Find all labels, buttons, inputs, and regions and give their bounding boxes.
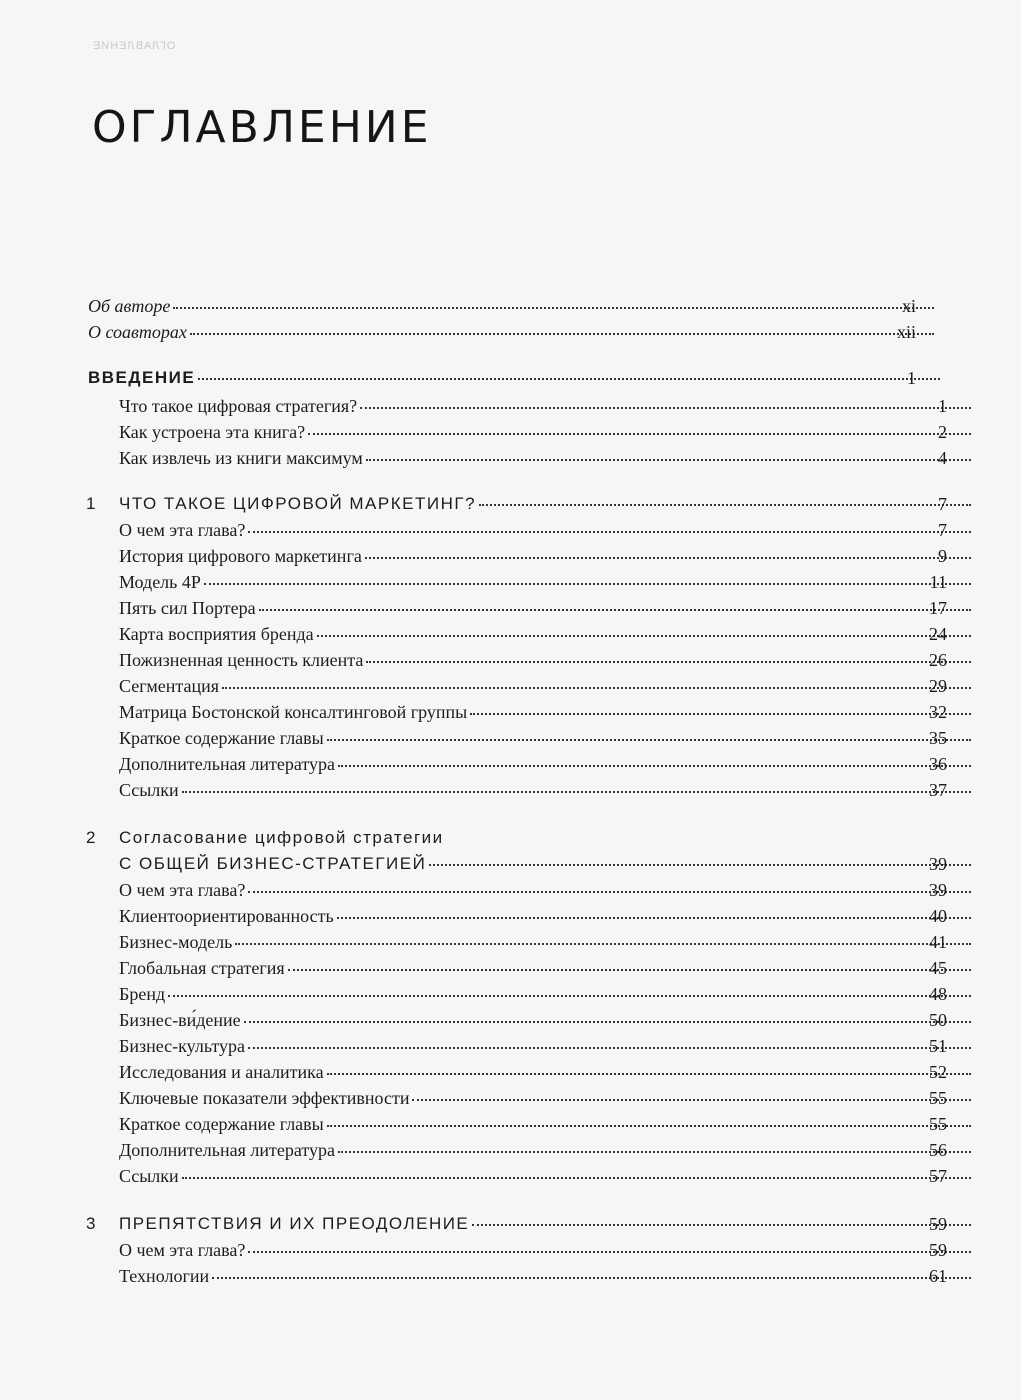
toc-entry-page: 1 [938, 396, 947, 416]
toc-entry-label: Пять сил Портера [119, 598, 256, 618]
toc-entry-page: 7 [938, 520, 947, 540]
leader-dots [248, 1250, 971, 1253]
chapter-page: 7 [938, 494, 947, 514]
toc-entry-label: Модель 4Р [119, 572, 201, 592]
leader-dots [212, 1276, 971, 1279]
leader-dots [429, 863, 971, 866]
chapter-page: 59 [929, 1214, 947, 1234]
leader-dots [412, 1098, 971, 1101]
toc-entry-page: 39 [929, 880, 947, 900]
header-ghost: ОГЛАВЛЕНИЕ [92, 40, 176, 52]
toc-entry-page: 59 [929, 1240, 947, 1260]
toc-entry-page: 9 [938, 546, 947, 566]
leader-dots [182, 1176, 971, 1179]
toc-entry-page: 4 [938, 448, 947, 468]
leader-dots [366, 458, 971, 461]
leader-dots [235, 942, 971, 945]
toc-entry[interactable] [0, 448, 1021, 478]
chapter-page: 39 [929, 854, 947, 874]
toc-entry-page: 52 [929, 1062, 947, 1082]
toc-entry-label: Что такое цифровая стратегия? [119, 396, 358, 416]
toc-entry-coauthors[interactable] [0, 322, 990, 352]
leader-dots [259, 608, 971, 611]
toc-entry-label: О соавторах [88, 322, 187, 342]
toc-entry-label: Дополнительная литература [119, 754, 335, 774]
leader-dots [338, 1150, 971, 1153]
toc-entry-label: О чем эта глава? [119, 880, 246, 900]
toc-entry[interactable] [0, 1266, 1021, 1296]
toc-entry-page: 50 [929, 1010, 947, 1030]
leader-dots [338, 764, 971, 767]
toc-entry-label: О чем эта глава? [119, 1240, 246, 1260]
toc-entry-label: О чем эта глава? [119, 520, 246, 540]
toc-entry-page: 57 [929, 1166, 947, 1186]
toc-entry-label: История цифрового маркетинга [119, 546, 362, 566]
section-page: 1 [907, 368, 916, 388]
leader-dots [337, 916, 971, 919]
toc-entry-label: Клиентоориентированность [119, 906, 334, 926]
toc-entry-label: Пожизненная ценность клиента [119, 650, 364, 670]
leader-dots [182, 790, 971, 793]
leader-dots [479, 503, 971, 506]
toc-entry-page: 26 [929, 650, 947, 670]
toc-entry-label: Бизнес-ви́дение [119, 1010, 241, 1030]
leader-dots [472, 1223, 971, 1226]
chapter-number: 1 [86, 494, 96, 513]
toc-entry-label: Бизнес-модель [119, 932, 233, 952]
toc-entry-label: Как устроена эта книга? [119, 422, 306, 442]
toc-entry-label: Дополнительная литература [119, 1140, 335, 1160]
toc-entry-label: Ссылки [119, 780, 179, 800]
toc-entry-page: 45 [929, 958, 947, 978]
leader-dots [190, 332, 934, 335]
leader-dots [248, 1046, 971, 1049]
toc-entry-page: 40 [929, 906, 947, 926]
leader-dots [308, 432, 971, 435]
toc-entry-page: 32 [929, 702, 947, 722]
leader-dots [317, 634, 971, 637]
toc-entry-label: Бренд [119, 984, 166, 1004]
toc-entry-label: Матрица Бостонской консалтинговой группы [119, 702, 468, 722]
leader-dots [244, 1020, 971, 1023]
toc-entry-label: Исследования и аналитика [119, 1062, 324, 1082]
toc-entry-label: Об авторе [88, 296, 171, 316]
toc-entry-page: 41 [929, 932, 947, 952]
toc-entry-page: 51 [929, 1036, 947, 1056]
toc-entry-page: 48 [929, 984, 947, 1004]
toc-entry-label: Ключевые показатели эффективности [119, 1088, 410, 1108]
toc-entry-page: 55 [929, 1114, 947, 1134]
toc-entry-page: 29 [929, 676, 947, 696]
chapter-title: ПРЕПЯТСТВИЯ И ИХ ПРЕОДОЛЕНИЕ [119, 1214, 470, 1233]
leader-dots [366, 660, 971, 663]
toc-entry-page: 37 [929, 780, 947, 800]
leader-dots [248, 890, 971, 893]
toc-entry-page: 35 [929, 728, 947, 748]
chapter-number: 3 [86, 1214, 96, 1233]
chapter-number: 2 [86, 828, 96, 847]
toc-entry-page: 36 [929, 754, 947, 774]
toc-entry-page: 2 [938, 422, 947, 442]
toc-entry-label: Бизнес-культура [119, 1036, 245, 1056]
toc-entry-label: Краткое содержание главы [119, 1114, 324, 1134]
leader-dots [327, 1072, 971, 1075]
section-label: ВВЕДЕНИЕ [88, 368, 196, 387]
toc-entry-page: 17 [929, 598, 947, 618]
toc-entry-label: Краткое содержание главы [119, 728, 324, 748]
leader-dots [288, 968, 971, 971]
toc-entry-page: xi [901, 296, 916, 316]
toc-entry-page: 11 [929, 572, 947, 592]
leader-dots [204, 582, 971, 585]
leader-dots [173, 306, 934, 309]
chapter-title-line1: Согласование цифровой стратегии [119, 828, 444, 847]
leader-dots [470, 712, 971, 715]
leader-dots [327, 738, 971, 741]
leader-dots [360, 406, 971, 409]
leader-dots [222, 686, 971, 689]
leader-dots [327, 1124, 971, 1127]
chapter-title: ЧТО ТАКОЕ ЦИФРОВОЙ МАРКЕТИНГ? [119, 494, 477, 513]
toc-entry[interactable] [0, 1166, 1021, 1196]
toc-section-introduction[interactable] [0, 368, 990, 398]
toc-entry-page: 56 [929, 1140, 947, 1160]
leader-dots [168, 994, 971, 997]
toc-entry-label: Глобальная стратегия [119, 958, 285, 978]
toc-entry-label: Сегментация [119, 676, 219, 696]
toc-entry-label: Технологии [119, 1266, 210, 1286]
toc-entry-label: Как извлечь из книги максимум [119, 448, 363, 468]
toc-entry-label: Ссылки [119, 1166, 179, 1186]
leader-dots [248, 530, 971, 533]
toc-entry-page: 55 [929, 1088, 947, 1108]
toc-entry-page: xii [896, 322, 916, 342]
toc-entry-page: 24 [929, 624, 947, 644]
toc-entry[interactable] [0, 780, 1021, 810]
chapter-title-line2: С ОБЩЕЙ БИЗНЕС-СТРАТЕГИЕЙ [119, 854, 427, 873]
leader-dots [198, 377, 940, 380]
page-title: ОГЛАВЛЕНИЕ [92, 102, 432, 153]
leader-dots [365, 556, 971, 559]
toc-entry-label: Карта восприятия бренда [119, 624, 314, 644]
toc-entry-page: 61 [929, 1266, 947, 1286]
